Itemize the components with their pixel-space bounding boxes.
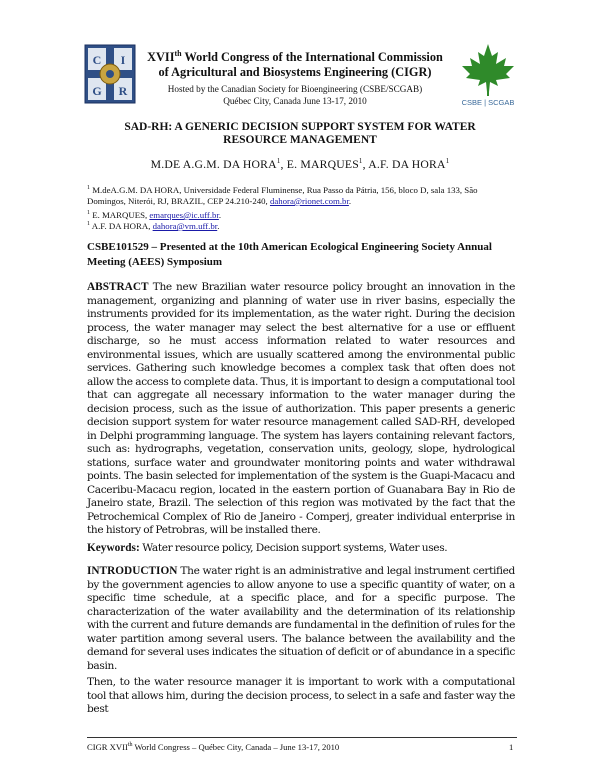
affiliation-end: . <box>218 209 222 220</box>
cigr-logo <box>84 44 136 104</box>
footer-divider <box>87 737 517 738</box>
body-paragraph: Then, to the water resource manager it is important to work with a computational tool that allows him, during the decision process, to select in a safe and faster way the best <box>87 676 515 715</box>
introduction-label: INTRODUCTION <box>87 565 178 577</box>
author-sep: , <box>280 157 287 171</box>
page-number: 1 <box>509 742 514 752</box>
cigr-logo-letter: G <box>92 84 102 98</box>
abstract-paragraph <box>87 281 515 538</box>
footer-text <box>87 742 339 752</box>
paper-title-line1: SAD-RH: A GENERIC DECISION SUPPORT SYSTEM FOR WATER <box>124 121 476 133</box>
footer-prefix: CIGR XVII <box>87 742 128 752</box>
author-sup: 1 <box>445 157 450 165</box>
congress-title-roman: XVII <box>147 50 175 65</box>
affiliation-end: . <box>217 220 220 231</box>
cigr-logo-letter: C <box>92 53 102 67</box>
email-link[interactable]: dahora@vm.uff.br <box>152 220 218 231</box>
paper-title <box>90 121 510 147</box>
affiliation-1 <box>87 183 517 207</box>
email-link[interactable]: emarques@ic.uff.br <box>149 209 219 220</box>
affiliation-text: E. MARQUES, <box>90 209 150 220</box>
author-list <box>90 157 510 171</box>
affiliation-sup: 1 <box>87 210 90 216</box>
author-name: A.F. DA HORA <box>368 157 446 171</box>
keywords-label: Keywords: <box>87 542 140 554</box>
author-sep: , <box>362 157 369 171</box>
introduction-paragraph <box>87 565 515 673</box>
email-link[interactable]: dahora@rionet.com.br <box>269 195 349 206</box>
congress-title-sup: th <box>174 49 182 58</box>
author-sup: 1 <box>358 157 363 165</box>
footer-rest: World Congress – Québec City, Canada – June 13-17, 2010 <box>132 742 340 752</box>
cigr-logo-letter: R <box>118 84 128 98</box>
footer-sup: th <box>127 742 133 749</box>
host-line1: Hosted by the Canadian Society for Bioengineering (CSBE/SCGAB) <box>167 84 423 94</box>
affiliation-text: M.deA.G.M. DA HORA, Universidade Federal Fluminense, Rua Passo da Pátria, 156, bloco D, sala 133, São Domingos, Niterói, RJ, BRAZIL, CEP 24.210-240, <box>87 184 478 206</box>
host-line2: Québec City, Canada June 13-17, 2010 <box>223 95 367 106</box>
author-name: M.DE A.G.M. DA HORA <box>150 157 277 171</box>
congress-title-line1: World Congress of the International Commission <box>181 50 443 65</box>
affiliation-3 <box>87 219 517 232</box>
csbe-logo <box>452 40 524 108</box>
affiliation-end: . <box>348 195 352 206</box>
congress-title-line2: of Agricultural and Biosystems Engineering (CIGR) <box>158 65 432 80</box>
introduction-text: The water right is an administrative and legal instrument certified by the government agencies to allow anyone to use a specific quantity of water, on a specific time schedule, at a specific place, and for a specific purpose. The characterization of the water availability and the determination of its relationship with the current and future demands are fundamental in the definition of rules for the water partition among several users. The balance between the availability and the demand for several uses indicates the situation of deficit or of abundance in a specific basin. <box>87 565 515 672</box>
keywords-paragraph <box>87 542 515 556</box>
abstract-text: The new Brazilian water resource policy brought an innovation in the management, organizing and planning of water use in river basins, especially the instruments provided for its implementation, as the water right. During the decision process, the water manager may select the best alternative for a use or effluent discharge, so he must access information related to water resources and environmental issues, which are usually scattered among the environmental public services. Gathering such knowledge becomes a complex task that often does not allow the access to complete data. Thus, it is important to design a computational tool that can aggregate all necessary information to the water manager during the decision process, such as the issue of authorization. This paper presents a generic decision support system for water resource management called SAD-RH, developed in Delphi programming language. The system has layers containing relevant factors, such as: hydrographs, vegetation, conservation units, geology, slope, hydrological stations, surface water and groundwater monitoring points and water withdrawal points. The basin selected for implementation of the system is the Guapi-Macacu and Caceribu-Macacu region, located in the eastern portion of Guanabara Bay in Rio de Janeiro state, Brazil. The selection of this region was motivated by the fact that the Petrochemical Complex of Rio de Janeiro - Comperj, greater individual enterprise in the history of Petrobras, will be installed there. <box>87 281 515 536</box>
affiliation-text: A.F. DA HORA, <box>90 220 153 231</box>
congress-host <box>140 84 450 107</box>
congress-title <box>140 46 450 80</box>
csbe-logo-text: CSBE | SCGAB <box>461 98 515 107</box>
author-name: E. MARQUES <box>286 157 359 171</box>
paper-title-line2: RESOURCE MANAGEMENT <box>223 134 377 146</box>
abstract-label: ABSTRACT <box>87 281 149 293</box>
cigr-logo-letter: I <box>120 53 126 67</box>
author-sup: 1 <box>276 157 281 165</box>
presented-note: CSBE101529 – Presented at the 10th American Ecological Engineering Society Annual Meeting (AEES) Symposium <box>87 241 492 268</box>
affiliation-sup: 1 <box>87 185 90 191</box>
keywords-text: Water resource policy, Decision support systems, Water uses. <box>139 542 448 554</box>
maple-leaf-icon <box>462 44 514 96</box>
affiliation-sup: 1 <box>87 221 90 227</box>
